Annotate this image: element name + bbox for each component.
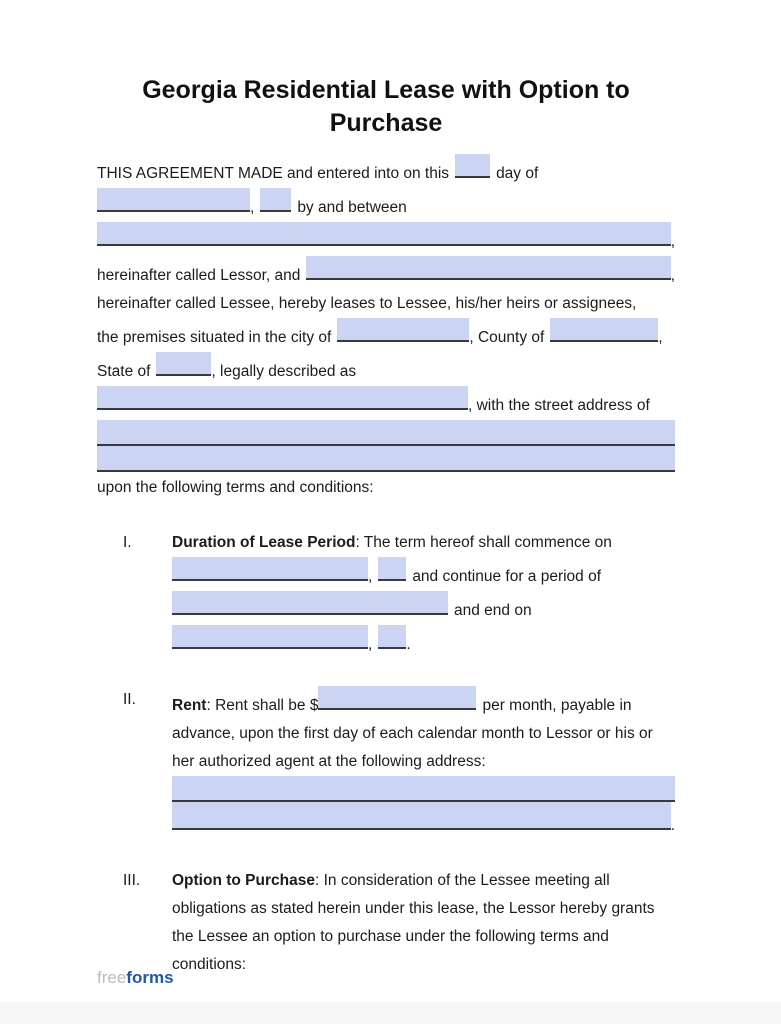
logo-text-forms: forms: [126, 968, 174, 987]
section-1-l3-text: and end on: [454, 602, 532, 619]
section-rent: [97, 686, 675, 840]
section-2-line-1: [172, 686, 675, 720]
section-2-line-5: [172, 802, 675, 840]
page-bottom-gutter: [0, 1002, 781, 1024]
document-content: [97, 0, 675, 979]
intro-line-2: [97, 188, 675, 222]
commence-year-field[interactable]: [378, 557, 406, 581]
lessor-name-field[interactable]: [97, 222, 671, 246]
section-1-l4-comma: ,: [368, 636, 373, 653]
intro-l8-text: , with the street address of: [468, 397, 650, 414]
city-field[interactable]: [337, 318, 469, 342]
section-2-l5-period: .: [670, 817, 675, 834]
lease-period-field[interactable]: [172, 591, 448, 615]
section-3-l3-text: the Lessee an option to purchase under the following terms and: [172, 928, 609, 945]
section-3-line-3: [172, 923, 675, 951]
intro-paragraph: [97, 154, 675, 502]
section-1-line-2: [172, 557, 675, 591]
intro-l7a-text: State of: [97, 363, 151, 380]
street-address-field-2[interactable]: [97, 446, 675, 472]
commence-date-field[interactable]: [172, 557, 368, 581]
section-3-line-4: [172, 951, 675, 979]
freeforms-logo: [97, 968, 174, 988]
intro-l3-comma: ,: [670, 233, 675, 250]
street-address-field-1[interactable]: [97, 420, 675, 446]
intro-l6-comma: ,: [658, 329, 663, 346]
rent-amount-field[interactable]: [318, 686, 476, 710]
section-1-heading: Duration of Lease Period: [172, 534, 356, 551]
intro-l4-text: hereinafter called Lessor, and: [97, 267, 301, 284]
intro-l1b-text: day of: [496, 165, 539, 182]
intro-line-11: [97, 474, 675, 502]
section-1-l1-text: : The term hereof shall commence on: [355, 534, 612, 551]
section-3-line-1: [172, 867, 675, 895]
section-2-numeral: II.: [123, 691, 136, 708]
intro-l4-comma: ,: [670, 267, 675, 284]
section-3-l4-text: conditions:: [172, 956, 247, 973]
month-blank-field[interactable]: [97, 188, 250, 212]
payment-address-field-2[interactable]: [172, 802, 671, 830]
intro-line-7: [97, 352, 675, 386]
section-1-numeral: I.: [123, 534, 132, 551]
section-1-l2-comma: ,: [368, 568, 373, 585]
section-1-line-3: [172, 591, 675, 625]
section-3-heading: Option to Purchase: [172, 872, 315, 889]
section-1-line-1: [172, 529, 675, 557]
intro-l9-text: upon the following terms and conditions:: [97, 479, 374, 496]
intro-l2-comma: ,: [250, 199, 255, 216]
section-2-line-3: [172, 748, 675, 776]
section-3-numeral: III.: [123, 872, 141, 889]
county-field[interactable]: [550, 318, 658, 342]
end-year-field[interactable]: [378, 625, 406, 649]
intro-line-8: [97, 386, 675, 420]
lessee-name-field[interactable]: [306, 256, 670, 280]
section-3-l1-text: : In consideration of the Lessee meeting all: [314, 872, 610, 889]
end-date-field[interactable]: [172, 625, 368, 649]
section-2-l3-text: her authorized agent at the following address:: [172, 753, 486, 770]
section-2-l1a-text: : Rent shall be $: [206, 697, 319, 714]
section-2-heading: Rent: [172, 697, 207, 714]
section-option-to-purchase: [97, 867, 675, 979]
section-1-line-4: [172, 625, 675, 659]
section-1-l4-period: .: [406, 636, 411, 653]
intro-l5-text: hereinafter called Lessee, hereby leases to Lessee, his/her heirs or assignees,: [97, 295, 637, 312]
logo-text-free: free: [97, 968, 127, 987]
section-1-l2-text: and continue for a period of: [412, 568, 602, 585]
section-2-l1b-text: per month, payable in: [482, 697, 632, 714]
intro-l1-text: THIS AGREEMENT MADE and entered into on this: [97, 165, 450, 182]
intro-line-1: [97, 154, 675, 188]
intro-l6b-text: , County of: [469, 329, 545, 346]
intro-line-5: [97, 290, 675, 318]
intro-l2b-text: by and between: [297, 199, 407, 216]
day-blank-field[interactable]: [455, 154, 490, 178]
section-2-l2-text: advance, upon the first day of each calendar month to Lessor or his or: [172, 725, 653, 742]
page-title: Georgia Residential Lease with Option to Purchase: [142, 76, 630, 137]
section-duration: [97, 529, 675, 659]
intro-l7b-text: , legally described as: [211, 363, 357, 380]
intro-line-6: [97, 318, 675, 352]
state-field[interactable]: [156, 352, 211, 376]
intro-line-3: [97, 222, 675, 256]
year-blank-field[interactable]: [260, 188, 291, 212]
section-3-l2-text: obligations as stated herein under this lease, the Lessor hereby grants: [172, 900, 655, 917]
section-2-line-2: [172, 720, 675, 748]
payment-address-field-1[interactable]: [172, 776, 675, 802]
section-3-line-2: [172, 895, 675, 923]
legal-description-field[interactable]: [97, 386, 468, 410]
intro-l6a-text: the premises situated in the city of: [97, 329, 332, 346]
intro-line-4: [97, 256, 675, 290]
